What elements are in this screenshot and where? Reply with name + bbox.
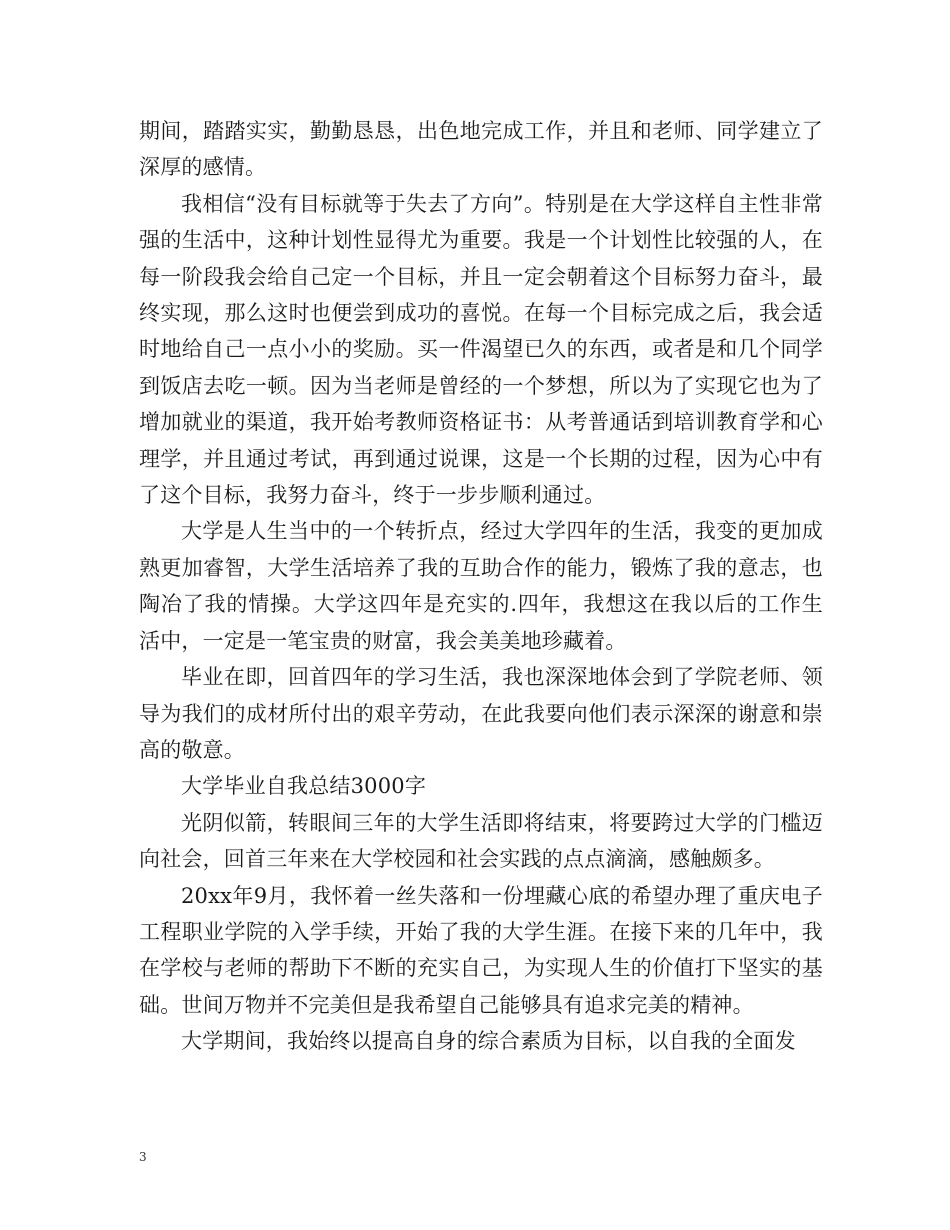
paragraph: 大学是人生当中的一个转折点，经过大学四年的生活，我变的更加成熟更加睿智，大学生活培养了我的互助合作的能力，锻炼了我的意志，也陶冶了我的情操。大学这四年是充实的.四年，我想这在我以后的工作生活中，一定是一笔宝贵的财富，我会美美地珍藏着。 [139,519,823,653]
document-body [139,113,823,1060]
page-number: 3 [139,1150,147,1164]
paragraph: 光阴似箭，转眼间三年的大学生活即将结束，将要跨过大学的门槛迈向社会，回首三年来在大学校园和社会实践的点点滴滴，感触颇多。 [139,810,823,872]
paragraph: 期间，踏踏实实，勤勤恳恳，出色地完成工作，并且和老师、同学建立了深厚的感情。 [139,119,823,180]
paragraph: 我相信“没有目标就等于失去了方向”。特别是在大学这样自主性非常强的生活中，这种计划性显得尤为重要。我是一个计划性比较强的人，在每一阶段我会给自己定一个目标，并且一定会朝着这个目标努力奋斗，最终实现，那么这时也便尝到成功的喜悦。在每一个目标完成之后，我会适时地给自己一点小小的奖励。买一件渴望已久的东西，或者是和几个同学到饭店去吃一顿。因为当老师是曾经的一个梦想，所以为了实现它也为了增加就业的渠道，我开始考教师资格证书：从考普通话到培训教育学和心理学，并且通过考试，再到通过说课，这是一个长期的过程，因为心中有了这个目标，我努力奋斗，终于一步步顺利通过。 [139,191,823,508]
paragraph: 大学期间，我始终以提高自身的综合素质为目标，以自我的全面发 [181,1029,796,1054]
paragraph: 毕业在即，回首四年的学习生活，我也深深地体会到了学院老师、领导为我们的成材所付出的艰辛劳动，在此我要向他们表示深深的谢意和崇高的敬意。 [139,665,823,762]
paragraph: 20xx年9月，我怀着一丝失落和一份埋藏心底的希望办理了重庆电子工程职业学院的入学手续，开始了我的大学生涯。在接下来的几年中，我在学校与老师的帮助下不断的充实自己，为实现人生的价值打下坚实的基础。世间万物并不完美但是我希望自己能够具有追求完美的精神。 [139,883,823,1017]
section-heading: 大学毕业自我总结3000字 [181,774,427,799]
